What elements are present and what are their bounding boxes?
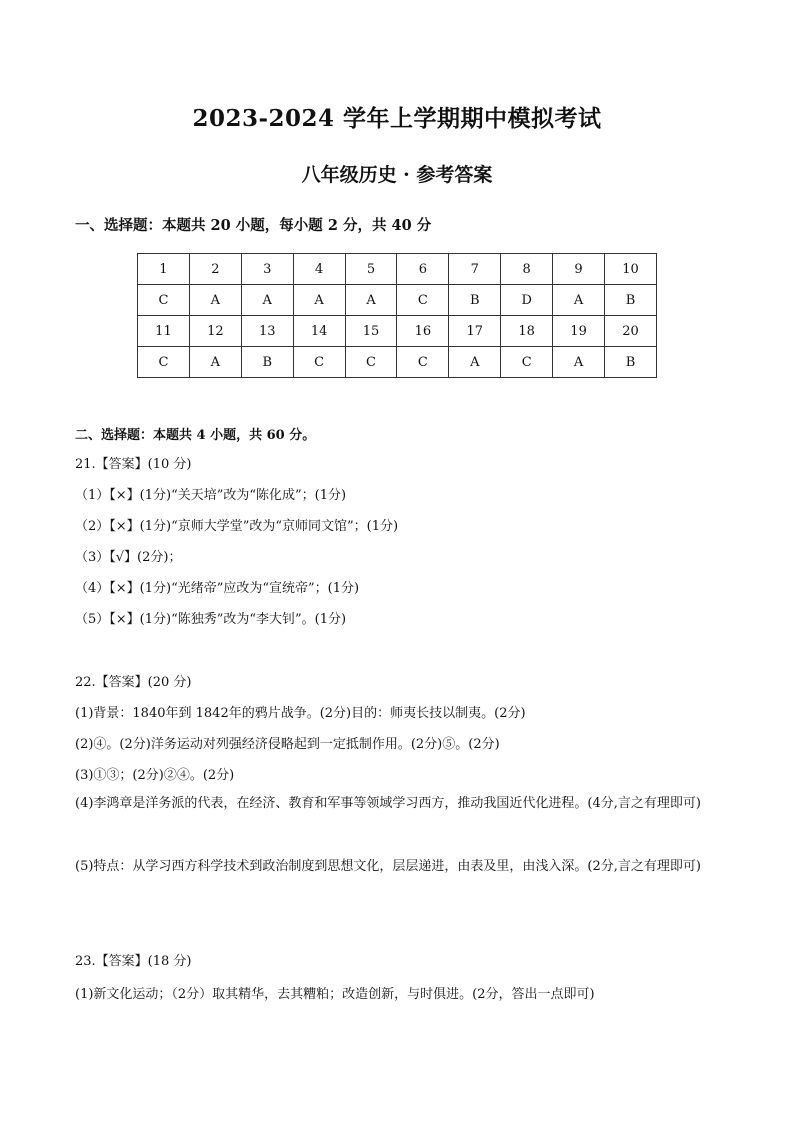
table-row <box>138 285 657 316</box>
table-cell: A <box>293 285 345 316</box>
table-row <box>138 316 657 347</box>
table-cell: A <box>553 347 605 378</box>
table-cell: 13 <box>241 316 293 347</box>
table-cell: 2 <box>189 254 241 285</box>
table-cell: B <box>241 347 293 378</box>
table-cell: 20 <box>605 316 657 347</box>
section2-heading: 二、选择题：本题共 4 小题，共 60 分。 <box>75 428 316 443</box>
table-cell: 7 <box>449 254 501 285</box>
table-cell: 3 <box>241 254 293 285</box>
table-cell: 9 <box>553 254 605 285</box>
table-cell: A <box>345 285 397 316</box>
table-cell: 4 <box>293 254 345 285</box>
table-cell: 8 <box>501 254 553 285</box>
page-subtitle: 八年级历史 · 参考答案 <box>301 164 493 186</box>
table-cell: C <box>138 347 190 378</box>
table-cell: C <box>501 347 553 378</box>
table-cell: B <box>605 285 657 316</box>
table-cell: C <box>397 285 449 316</box>
table-row <box>138 254 657 285</box>
q22-answer-5: (5)特点：从学习西方科学技术到政治制度到思想文化，层层递进，由表及里，由浅入深。(2分,言之有理即可) <box>75 859 701 874</box>
table-cell: 12 <box>189 316 241 347</box>
table-cell: C <box>138 285 190 316</box>
table-cell: C <box>397 347 449 378</box>
q22-answer-3: (3)①③；(2分)②④。(2分) <box>75 768 235 783</box>
table-cell: A <box>553 285 605 316</box>
table-row <box>138 347 657 378</box>
q21-title: 21.【答案】(10 分) <box>75 457 192 472</box>
q22-title: 22.【答案】(20 分) <box>75 675 192 690</box>
table-cell: C <box>345 347 397 378</box>
q21-answer-5: （5）【×】(1分)“陈独秀”改为“李大钊”。(1分) <box>75 612 347 627</box>
table-cell: 14 <box>293 316 345 347</box>
table-cell: 11 <box>138 316 190 347</box>
q21-answer-2: （2）【×】(1分)“京师大学堂”改为“京师同文馆”；(1分) <box>75 519 399 534</box>
section1-heading: 一、选择题：本题共 20 小题，每小题 2 分，共 40 分 <box>75 217 432 234</box>
q22-answer-1: (1)背景：1840年到 1842年的鸦片战争。(2分)目的：师夷长技以制夷。(2分) <box>75 706 526 721</box>
table-cell: C <box>293 347 345 378</box>
table-cell: A <box>449 347 501 378</box>
table-cell: A <box>241 285 293 316</box>
q21-answer-4: （4）【×】(1分)“光绪帝”应改为“宣统帝”；(1分) <box>75 581 360 596</box>
table-cell: 6 <box>397 254 449 285</box>
table-cell: A <box>189 285 241 316</box>
answer-table <box>137 253 657 378</box>
table-cell: B <box>449 285 501 316</box>
table-cell: D <box>501 285 553 316</box>
q21-answer-3: （3）【√】(2分)； <box>75 550 182 565</box>
table-cell: 17 <box>449 316 501 347</box>
table-cell: 16 <box>397 316 449 347</box>
table-cell: 19 <box>553 316 605 347</box>
q22-answer-2: (2)④。(2分)洋务运动对列强经济侵略起到一定抵制作用。(2分)⑤。(2分) <box>75 737 500 752</box>
q22-answer-4: (4)李鸿章是洋务派的代表，在经济、教育和军事等领域学习西方，推动我国近代化进程。(4分,言之有理即可) <box>75 796 701 811</box>
table-cell: 15 <box>345 316 397 347</box>
table-cell: 5 <box>345 254 397 285</box>
table-cell: 1 <box>138 254 190 285</box>
table-cell: A <box>189 347 241 378</box>
q23-answer-1: (1)新文化运动；（2分）取其精华，去其糟粕；改造创新，与时俱进。(2分，答出一点即可) <box>75 987 595 1002</box>
q23-title: 23.【答案】(18 分) <box>75 954 192 969</box>
page-title: 2023-2024 学年上学期期中模拟考试 <box>192 105 602 132</box>
table-cell: 18 <box>501 316 553 347</box>
table-cell: B <box>605 347 657 378</box>
q21-answer-1: （1）【×】(1分)“关天培”改为“陈化成”；(1分) <box>75 488 347 503</box>
table-cell: 10 <box>605 254 657 285</box>
